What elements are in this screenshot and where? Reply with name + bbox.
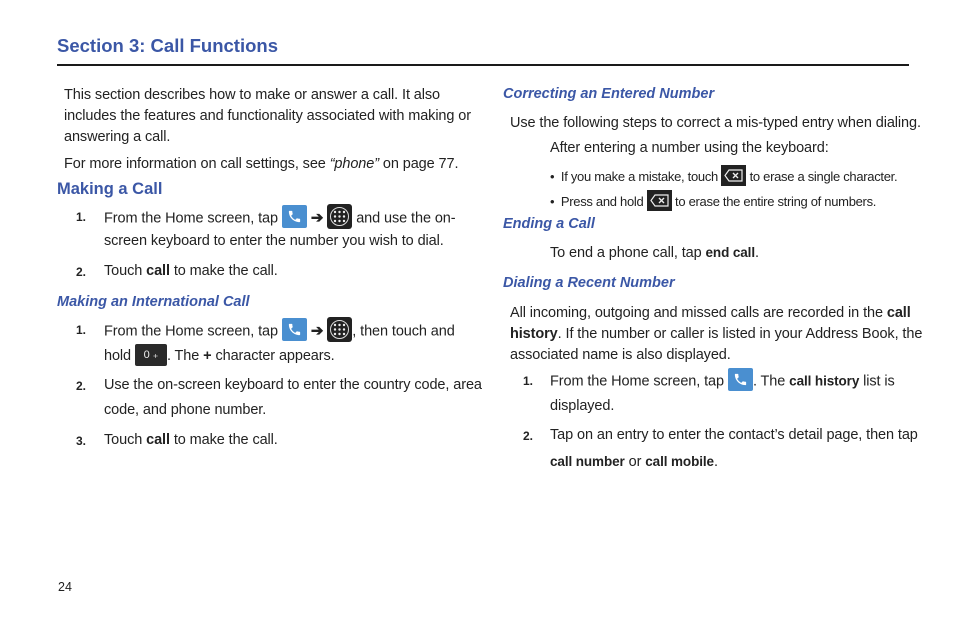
step-text: Use the on-screen keyboard to enter the country code, area: [104, 377, 482, 393]
step-text: Touch: [104, 432, 147, 448]
step-number: 1.: [76, 323, 87, 337]
plus-keyword: +: [203, 347, 212, 364]
making-call-heading: Making a Call: [57, 180, 163, 198]
intro-line-2: includes the features and functionality associated with making or: [64, 108, 471, 124]
correcting-bullet-2: [550, 192, 876, 213]
end-call-keyword: end call: [705, 245, 755, 260]
phone-icon: [282, 318, 307, 341]
recent-text: All incoming, outgoing and missed calls are recorded in the: [510, 305, 887, 321]
call-history-keyword: history: [510, 326, 558, 342]
ending-text-part: To end a phone call, tap: [550, 245, 706, 261]
intro-line-3: answering a call.: [64, 129, 171, 145]
intl-call-heading: Making an International Call: [57, 294, 250, 310]
page-number: 24: [58, 580, 72, 594]
ending-heading: Ending a Call: [503, 216, 595, 232]
recent-paragraph-line-3: associated name is also displayed.: [510, 347, 731, 363]
recent-heading: Dialing a Recent Number: [503, 275, 675, 291]
phone-icon: [282, 205, 307, 228]
step-text: Touch: [104, 263, 147, 279]
step-number: 1.: [76, 210, 87, 224]
step-text: to make the call.: [169, 263, 278, 279]
step-text: screen keyboard to enter the number you wish to dial.: [104, 233, 444, 249]
delete-icon: [647, 190, 672, 211]
step-text: .: [713, 454, 718, 470]
ending-text-part: .: [755, 245, 759, 261]
ending-text: [550, 242, 759, 264]
step-number: 1.: [523, 374, 534, 388]
call-number-keyword: call number: [550, 454, 625, 469]
settings-ref-page: on page 77.: [378, 156, 459, 172]
recent-step1: [550, 370, 895, 393]
recent-text: . If the number or caller is listed in your Address Book, the: [557, 326, 923, 342]
step-text: character appears.: [211, 347, 335, 364]
intro-line-1: This section describes how to make or answer a call. It also: [64, 87, 440, 103]
step-text: , then touch and: [352, 323, 455, 340]
bullet: •: [550, 168, 555, 184]
step-number: 3.: [76, 434, 87, 448]
correcting-intro: Use the following steps to correct a mis-typed entry when dialing.: [510, 115, 921, 131]
intl-call-step1-cont: [104, 345, 335, 367]
step-text: displayed.: [550, 398, 615, 414]
step-text: or: [624, 454, 646, 470]
call-keyword: call: [146, 263, 170, 279]
step-text: code, and phone number.: [104, 402, 267, 418]
intl-call-step1: [104, 319, 455, 344]
step-text: Tap on an entry to enter the contact’s detail page, then tap: [550, 427, 918, 443]
step-text: . The: [752, 373, 790, 390]
intl-call-step3: [104, 430, 278, 451]
phone-icon: [728, 368, 753, 391]
step-text: . The: [166, 347, 204, 364]
call-mobile-keyword: call mobile: [645, 454, 714, 469]
making-call-step1: [104, 206, 456, 231]
bullet-text: to erase a single character.: [749, 168, 898, 184]
page-title: Section 3: Call Functions: [57, 35, 278, 56]
zero-key-icon: 0 ₊: [135, 344, 167, 366]
apps-icon: [327, 317, 352, 342]
settings-reference: [64, 154, 458, 175]
step-text: From the Home screen, tap: [104, 323, 278, 340]
step-number: 2.: [523, 429, 534, 443]
step-number: 2.: [76, 265, 87, 279]
delete-icon: [721, 165, 746, 186]
call-keyword: call: [146, 432, 170, 448]
step-number: 2.: [76, 379, 87, 393]
bullet-text: If you make a mistake, touch: [560, 168, 718, 184]
correcting-bullet-1: [550, 167, 897, 188]
intro-paragraph: [64, 85, 471, 148]
step-text: From the Home screen, tap: [550, 373, 724, 390]
arrow-icon: ➔: [310, 209, 324, 227]
bullet-text: Press and hold: [560, 193, 644, 209]
step-text: and use the on-: [356, 210, 456, 227]
making-call-step2: [104, 261, 278, 282]
phone-reference-link[interactable]: “phone”: [329, 156, 379, 172]
call-history-keyword: call history: [789, 373, 860, 389]
recent-step2-cont: [550, 451, 718, 473]
step-text: From the Home screen, tap: [104, 210, 278, 227]
call-history-keyword: call: [886, 305, 911, 321]
bullet-text: to erase the entire string of numbers.: [675, 193, 877, 209]
arrow-icon: ➔: [310, 322, 324, 340]
recent-paragraph-line-2: [510, 324, 922, 345]
title-rule: [57, 64, 909, 66]
apps-icon: [327, 204, 352, 229]
bullet: •: [550, 193, 555, 209]
step-text: list is: [859, 373, 895, 390]
correcting-instruction: After entering a number using the keyboard:: [550, 140, 829, 156]
step-text: hold: [104, 347, 132, 364]
settings-ref-text: For more information on call settings, see: [64, 156, 330, 172]
step-text: to make the call.: [169, 432, 278, 448]
correcting-heading: Correcting an Entered Number: [503, 86, 715, 102]
recent-paragraph-line-1: [510, 303, 911, 324]
